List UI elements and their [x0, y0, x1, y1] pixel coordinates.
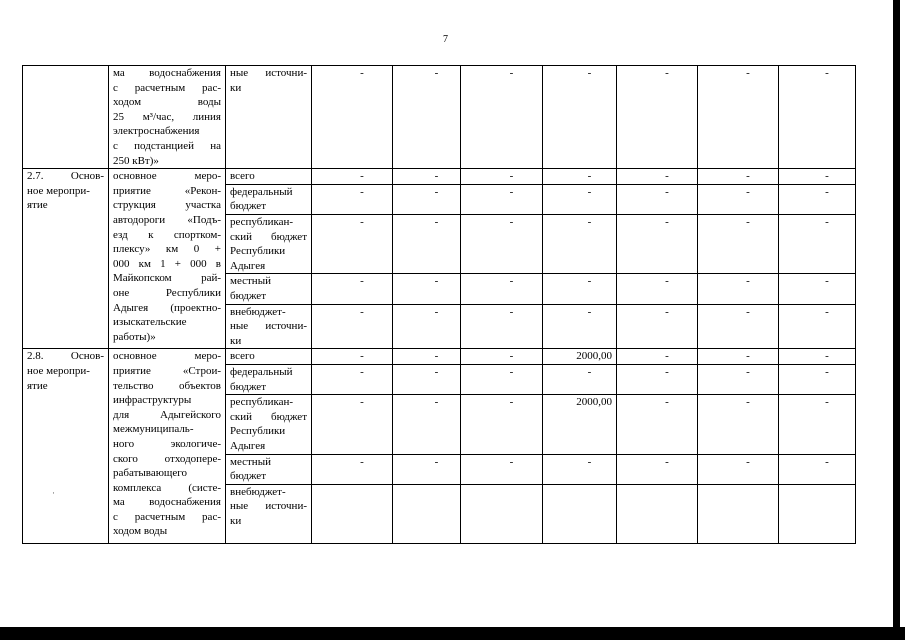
value-text: -: [825, 275, 829, 288]
value-cell: [461, 184, 543, 214]
value-text: -: [746, 67, 750, 79]
activity-line: приятие «Рекон-: [113, 184, 221, 197]
value-text: -: [825, 67, 829, 79]
item-number-line: ятие: [27, 379, 48, 392]
value-cell: [698, 274, 779, 304]
value-cell: [617, 274, 698, 304]
activity-line: электроснабжения: [113, 125, 200, 138]
funding-source-line: всего: [230, 350, 255, 363]
activity-line: оне Республики: [113, 286, 221, 299]
funding-source-line: федеральный: [230, 365, 293, 378]
value-text: -: [825, 350, 829, 363]
activity-line: с подстанцией на: [113, 139, 221, 152]
value-text: -: [746, 275, 750, 288]
activity-line: инфраструктуры: [113, 394, 192, 407]
value-cell: [698, 184, 779, 214]
value-text: -: [825, 455, 829, 468]
activity-line: 250 кВт)»: [113, 154, 159, 167]
value-cell: [698, 395, 779, 454]
value-text: -: [665, 455, 669, 468]
value-text: 2000,00: [576, 396, 612, 409]
value-text: -: [360, 215, 364, 228]
table-row: [23, 66, 856, 169]
value-text: -: [509, 396, 514, 409]
value-cell: [393, 484, 461, 543]
value-text: -: [587, 275, 592, 288]
value-cell: [461, 349, 543, 365]
value-cell: [312, 304, 393, 349]
value-text: -: [665, 67, 669, 79]
value-text: -: [360, 170, 364, 183]
value-text: -: [360, 396, 364, 409]
value-text: -: [360, 305, 364, 318]
value-text: -: [746, 396, 750, 409]
value-text: -: [665, 185, 669, 198]
scan-edge-right: [893, 0, 900, 640]
value-cell: [393, 66, 461, 169]
activity-line: езд к спортком-: [113, 228, 221, 241]
funding-source-line: местный: [230, 455, 271, 468]
value-text: -: [360, 365, 364, 378]
value-text: -: [434, 396, 439, 409]
value-cell: [543, 214, 617, 273]
value-cell: [312, 66, 393, 169]
value-cell: [698, 484, 779, 543]
funding-source-line: ский бюджет: [230, 230, 307, 243]
value-cell: [779, 304, 856, 349]
value-cell: [543, 364, 617, 394]
value-cell: [543, 184, 617, 214]
funding-source-cell: [226, 274, 312, 304]
funding-source-cell: [226, 395, 312, 454]
funding-source-line: бюджет: [230, 470, 266, 483]
funding-source-cell: [226, 169, 312, 185]
value-text: -: [665, 215, 669, 228]
value-text: -: [509, 185, 514, 198]
activity-line: с расчетным рас-: [113, 81, 221, 94]
funding-source-cell: [226, 184, 312, 214]
item-number-line: 2.8. Основ-: [27, 350, 104, 363]
activity-line: ходом воды: [113, 96, 221, 109]
value-cell: [617, 304, 698, 349]
value-text: -: [587, 305, 592, 318]
value-text: -: [665, 350, 669, 363]
funding-source-cell: [226, 364, 312, 394]
activity-line: 25 м³/час, линия: [113, 110, 221, 123]
value-text: -: [665, 305, 669, 318]
activity-line: ма водоснабжения: [113, 496, 221, 509]
value-cell: [779, 184, 856, 214]
activity-line: автодороги «Подъ-: [113, 213, 221, 226]
table-row: [23, 169, 856, 185]
funding-source-line: федеральный: [230, 185, 293, 198]
value-text: -: [434, 215, 439, 228]
value-cell: [393, 454, 461, 484]
activity-line: ского отходопере-: [113, 452, 221, 465]
value-cell: [779, 214, 856, 273]
funding-source-line: республикан-: [230, 215, 294, 228]
value-text: -: [587, 455, 592, 468]
value-cell: [461, 304, 543, 349]
value-cell: [617, 454, 698, 484]
value-text: -: [509, 365, 514, 378]
value-cell: [617, 184, 698, 214]
value-cell: [779, 364, 856, 394]
funding-source-line: Республики: [230, 245, 286, 258]
value-text: -: [360, 350, 364, 363]
item-number-line: 2.7. Основ-: [27, 170, 104, 183]
value-text: -: [509, 275, 514, 288]
value-cell: [461, 169, 543, 185]
value-text: -: [665, 396, 669, 409]
item-number-cell: [23, 66, 109, 169]
activity-line: приятие «Строи-: [113, 364, 221, 377]
value-cell: [461, 364, 543, 394]
value-cell: [393, 349, 461, 365]
value-cell: [698, 349, 779, 365]
funding-source-line: ки: [230, 514, 242, 527]
value-text: -: [360, 275, 364, 288]
activity-line: комплекса (систе-: [113, 481, 221, 494]
value-cell: [312, 395, 393, 454]
funding-source-line: ский бюджет: [230, 410, 307, 423]
value-cell: [617, 169, 698, 185]
funding-source-cell: [226, 214, 312, 273]
value-text: -: [434, 185, 439, 198]
value-text: -: [746, 170, 750, 183]
value-text: -: [746, 215, 750, 228]
value-text: -: [825, 305, 829, 318]
value-cell: [698, 214, 779, 273]
value-cell: [698, 66, 779, 169]
value-text: -: [825, 396, 829, 409]
value-cell: [543, 395, 617, 454]
funding-source-line: Адыгея: [230, 259, 266, 272]
activity-line: изыскательские: [113, 316, 187, 329]
value-text: -: [746, 350, 750, 363]
value-cell: [779, 484, 856, 543]
activity-line: ма водоснабжения: [113, 67, 221, 79]
funding-source-line: всего: [230, 170, 255, 183]
item-number-line: ное меропри-: [27, 184, 90, 197]
value-text: -: [665, 275, 669, 288]
value-text: -: [434, 305, 439, 318]
value-cell: [393, 364, 461, 394]
activity-line: основное меро-: [113, 350, 221, 363]
value-cell: [393, 169, 461, 185]
funding-source-line: ки: [230, 334, 242, 347]
value-cell: [461, 274, 543, 304]
value-text: -: [434, 455, 439, 468]
value-cell: [393, 184, 461, 214]
activity-line: для Адыгейского: [113, 408, 221, 421]
table-row: [23, 349, 856, 365]
funding-source-cell: [226, 304, 312, 349]
activity-line: с расчетным рас-: [113, 510, 221, 523]
activity-line: работы)»: [113, 330, 156, 343]
value-cell: [543, 484, 617, 543]
activity-line: струкция участка: [113, 199, 221, 212]
activity-line: Майкопском рай-: [113, 272, 221, 285]
value-text: -: [509, 170, 514, 183]
value-cell: [393, 214, 461, 273]
value-cell: [312, 274, 393, 304]
activity-cell: [109, 66, 226, 169]
value-cell: [779, 274, 856, 304]
activity-line: тельство объектов: [113, 379, 221, 392]
value-cell: [312, 184, 393, 214]
value-text: -: [434, 67, 439, 79]
value-cell: [617, 349, 698, 365]
funding-source-line: Республики: [230, 425, 286, 438]
value-cell: [543, 66, 617, 169]
value-text: -: [360, 185, 364, 198]
funding-source-line: бюджет: [230, 380, 266, 393]
value-cell: [312, 349, 393, 365]
value-cell: [312, 454, 393, 484]
value-cell: [461, 484, 543, 543]
value-text: -: [746, 305, 750, 318]
value-text: -: [665, 365, 669, 378]
value-cell: [461, 214, 543, 273]
value-cell: [779, 454, 856, 484]
value-cell: [543, 274, 617, 304]
funding-source-line: ки: [230, 81, 242, 94]
activity-line: основное меро-: [113, 170, 221, 183]
scan-edge-bottom: [0, 627, 905, 640]
funding-source-line: Адыгея: [230, 439, 266, 452]
value-cell: [461, 66, 543, 169]
value-text: -: [587, 215, 592, 228]
funding-source-line: ные источни-: [230, 67, 307, 79]
value-cell: [617, 66, 698, 169]
value-text: -: [587, 185, 592, 198]
funding-source-line: внебюджет-: [230, 305, 286, 318]
value-cell: [617, 214, 698, 273]
value-cell: [461, 395, 543, 454]
value-cell: [393, 274, 461, 304]
value-cell: [543, 349, 617, 365]
value-text: -: [434, 275, 439, 288]
value-text: -: [587, 170, 592, 183]
value-text: -: [825, 170, 829, 183]
funding-source-line: бюджет: [230, 289, 266, 302]
funding-source-cell: [226, 349, 312, 365]
value-text: -: [360, 455, 364, 468]
value-cell: [779, 169, 856, 185]
value-text: -: [509, 67, 514, 79]
value-cell: [617, 364, 698, 394]
value-text: -: [509, 305, 514, 318]
value-cell: [312, 484, 393, 543]
funding-source-line: ные источни-: [230, 320, 307, 333]
value-cell: [698, 364, 779, 394]
value-text: -: [746, 455, 750, 468]
value-cell: [543, 454, 617, 484]
value-text: -: [434, 170, 439, 183]
page-number: 7: [443, 34, 448, 45]
value-text: -: [825, 365, 829, 378]
value-cell: [312, 364, 393, 394]
item-number-line: ное меропри-: [27, 364, 90, 377]
value-text: -: [509, 350, 514, 363]
budget-table: [22, 65, 856, 544]
value-text: -: [825, 185, 829, 198]
value-cell: [698, 304, 779, 349]
activity-cell: [109, 349, 226, 544]
value-cell: [393, 395, 461, 454]
funding-source-line: местный: [230, 275, 271, 288]
activity-line: ходом воды: [113, 525, 168, 538]
value-text: -: [509, 455, 514, 468]
value-text: -: [587, 365, 592, 378]
value-text: -: [434, 365, 439, 378]
value-text: -: [746, 185, 750, 198]
value-text: -: [825, 215, 829, 228]
funding-source-line: ные источни-: [230, 500, 307, 513]
value-cell: [461, 454, 543, 484]
value-cell: [312, 169, 393, 185]
value-cell: [779, 66, 856, 169]
activity-line: рабатывающего: [113, 467, 188, 480]
value-text: -: [665, 170, 669, 183]
activity-line: 000 км 1 + 000 в: [113, 257, 221, 270]
funding-source-line: республикан-: [230, 396, 294, 409]
scan-speck: ·: [52, 488, 55, 498]
value-cell: [779, 349, 856, 365]
value-text: -: [746, 365, 750, 378]
value-cell: [617, 395, 698, 454]
item-number-line: ятие: [27, 199, 48, 212]
value-text: 2000,00: [576, 350, 612, 363]
value-text: -: [434, 350, 439, 363]
value-text: -: [360, 67, 364, 79]
activity-line: плексу» км 0 +: [113, 243, 221, 256]
value-cell: [312, 214, 393, 273]
value-text: -: [509, 215, 514, 228]
value-cell: [543, 304, 617, 349]
funding-source-cell: [226, 454, 312, 484]
funding-source-line: бюджет: [230, 200, 266, 213]
item-number-cell: [23, 349, 109, 544]
value-cell: [393, 304, 461, 349]
value-cell: [779, 395, 856, 454]
activity-cell: [109, 169, 226, 349]
value-text: -: [587, 67, 592, 79]
activity-line: межмуниципаль-: [113, 423, 194, 436]
value-cell: [543, 169, 617, 185]
value-cell: [617, 484, 698, 543]
value-cell: [698, 169, 779, 185]
activity-line: Адыгея (проектно-: [113, 301, 221, 314]
funding-source-cell: [226, 66, 312, 169]
activity-line: ного экологиче-: [113, 437, 221, 450]
item-number-cell: [23, 169, 109, 349]
value-cell: [698, 454, 779, 484]
funding-source-cell: [226, 484, 312, 543]
funding-source-line: внебюджет-: [230, 485, 286, 498]
